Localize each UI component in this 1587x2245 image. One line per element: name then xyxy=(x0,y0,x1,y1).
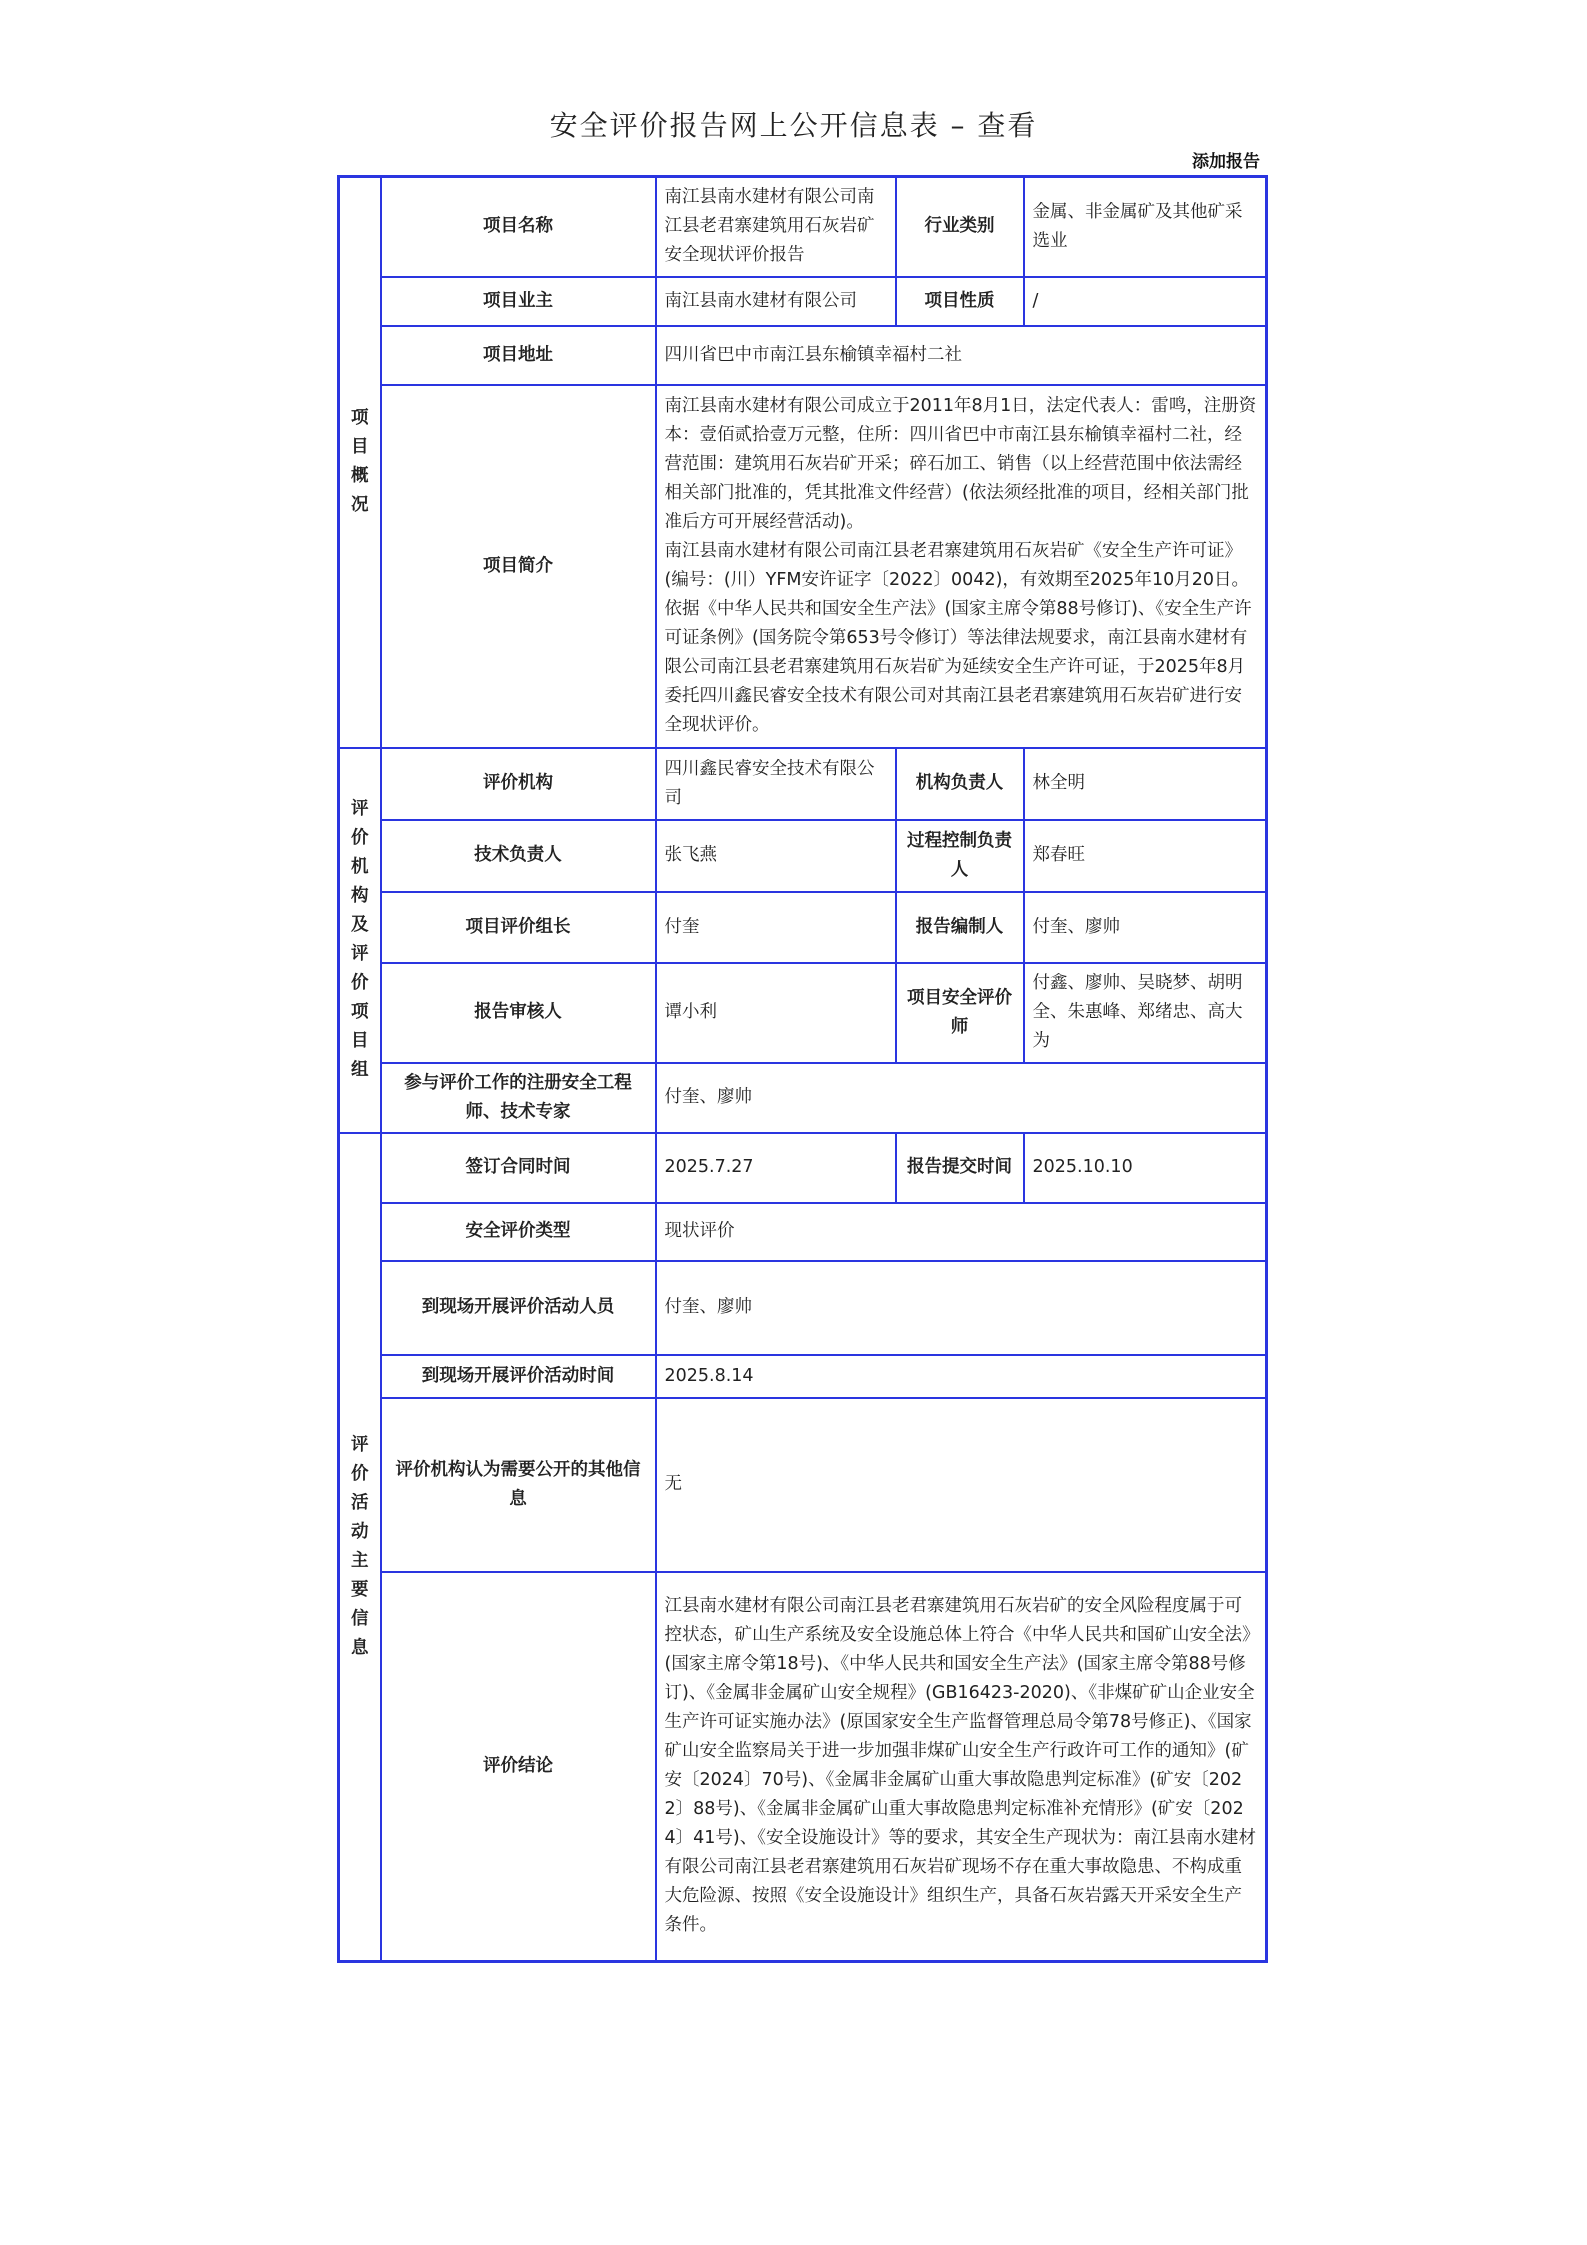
contract-label: 签订合同时间 xyxy=(381,1133,656,1203)
assessors-label: 项目安全评价师 xyxy=(896,963,1024,1063)
assessors-value: 付鑫、廖帅、吴晓梦、胡明全、朱惠峰、郑绪忠、高大为 xyxy=(1024,963,1267,1063)
owner-value: 南江县南水建材有限公司 xyxy=(656,277,896,326)
compiler-label: 报告编制人 xyxy=(896,892,1024,963)
agency-head-value: 林全明 xyxy=(1024,748,1267,820)
contract-value: 2025.7.27 xyxy=(656,1133,896,1203)
agency-value: 四川鑫民睿安全技术有限公司 xyxy=(656,748,896,820)
agency-head-label: 机构负责人 xyxy=(896,748,1024,820)
reviewer-value: 谭小利 xyxy=(656,963,896,1063)
intro-value xyxy=(656,385,1267,748)
add-report-link[interactable]: 添加报告 xyxy=(1192,152,1260,172)
address-value: 四川省巴中市南江县东榆镇幸福村二社 xyxy=(656,326,1267,385)
row-owner xyxy=(339,277,1267,326)
tech-head-label: 技术负责人 xyxy=(381,820,656,892)
team-leader-value: 付奎 xyxy=(656,892,896,963)
address-label: 项目地址 xyxy=(381,326,656,385)
intro-paragraph-2: 南江县南水建材有限公司南江县老君寨建筑用石灰岩矿《安全生产许可证》(编号：(川）YFM安许证字〔2022〕0042)，有效期至2025年10月20日。依据《中华人民共和国安全生产法》(国家主席令第88号修订)、《安全生产许可证条例》(国务院令第653号令修订）等法律法规要求，南江县南水建材有限公司南江县老君寨建筑用石灰岩矿为延续安全生产许可证，于2025年8月委托四川鑫民睿安全技术有限公司对其南江县老君寨建筑用石灰岩矿进行安全现状评价。 xyxy=(664,541,1252,735)
engineers-value: 付奎、廖帅 xyxy=(656,1063,1267,1133)
row-intro xyxy=(339,385,1267,748)
nature-value: / xyxy=(1024,277,1267,326)
agency-label: 评价机构 xyxy=(381,748,656,820)
conclusion-label: 评价结论 xyxy=(381,1572,656,1962)
site-people-label: 到现场开展评价活动人员 xyxy=(381,1261,656,1355)
site-time-label: 到现场开展评价活动时间 xyxy=(381,1355,656,1398)
row-agency xyxy=(339,748,1267,820)
nature-label: 项目性质 xyxy=(896,277,1024,326)
row-tech-head xyxy=(339,820,1267,892)
row-team-leader xyxy=(339,892,1267,963)
row-site-people xyxy=(339,1261,1267,1355)
type-label: 安全评价类型 xyxy=(381,1203,656,1261)
site-people-value: 付奎、廖帅 xyxy=(656,1261,1267,1355)
process-head-label: 过程控制负责人 xyxy=(896,820,1024,892)
row-other xyxy=(339,1398,1267,1572)
section-overview: 项目概况 xyxy=(339,177,381,748)
industry-value: 金属、非金属矿及其他矿采选业 xyxy=(1024,177,1267,277)
row-reviewer xyxy=(339,963,1267,1063)
industry-label: 行业类别 xyxy=(896,177,1024,277)
row-conclusion xyxy=(339,1572,1267,1962)
section-activity: 评价活动主要信息 xyxy=(339,1133,381,1962)
type-value: 现状评价 xyxy=(656,1203,1267,1261)
other-value: 无 xyxy=(656,1398,1267,1572)
compiler-value: 付奎、廖帅 xyxy=(1024,892,1267,963)
page-title: 安全评价报告网上公开信息表 – 查看 xyxy=(549,109,1038,142)
site-time-value: 2025.8.14 xyxy=(656,1355,1267,1398)
tech-head-value: 张飞燕 xyxy=(656,820,896,892)
submit-value: 2025.10.10 xyxy=(1024,1133,1267,1203)
row-contract xyxy=(339,1133,1267,1203)
team-leader-label: 项目评价组长 xyxy=(381,892,656,963)
project-name-label: 项目名称 xyxy=(381,177,656,277)
submit-label: 报告提交时间 xyxy=(896,1133,1024,1203)
section-org: 评价机构及评价项目组 xyxy=(339,748,381,1133)
conclusion-value: 江县南水建材有限公司南江县老君寨建筑用石灰岩矿的安全风险程度属于可控状态，矿山生产系统及安全设施总体上符合《中华人民共和国矿山安全法》(国家主席令第18号)、《中华人民共和国安全生产法》(国家主席令第88号修订)、《金属非金属矿山安全规程》(GB16423-2020)、《非煤矿矿山企业安全生产许可证实施办法》(原国家安全生产监督管理总局令第78号修正)、《国家矿山安全监察局关于进一步加强非煤矿山安全生产行政许可工作的通知》(矿安〔2024〕70号)、《金属非金属矿山重大事故隐患判定标准》(矿安〔2022〕88号)、《金属非金属矿山重大事故隐患判定标准补充情形》(矿安〔2024〕41号)、《安全设施设计》等的要求，其安全生产现状为：南江县南水建材有限公司南江县老君寨建筑用石灰岩矿现场不存在重大事故隐患、不构成重大危险源、按照《安全设施设计》组织生产，具备石灰岩露天开采安全生产条件。 xyxy=(656,1572,1267,1962)
row-project-name xyxy=(339,177,1267,277)
row-engineers xyxy=(339,1063,1267,1133)
owner-label: 项目业主 xyxy=(381,277,656,326)
info-table xyxy=(337,175,1268,1963)
intro-paragraph-1: 南江县南水建材有限公司成立于2011年8月1日，法定代表人：雷鸣，注册资本：壹佰贰拾壹万元整，住所：四川省巴中市南江县东榆镇幸福村二社，经营范围：建筑用石灰岩矿开采；碎石加工、销售（以上经营范围中依法需经相关部门批准的，凭其批准文件经营）(依法须经批准的项目，经相关部门批准后方可开展经营活动)。 xyxy=(664,396,1257,532)
process-head-value: 郑春旺 xyxy=(1024,820,1267,892)
row-address xyxy=(339,326,1267,385)
row-site-time xyxy=(339,1355,1267,1398)
project-name-value: 南江县南水建材有限公司南江县老君寨建筑用石灰岩矿安全现状评价报告 xyxy=(656,177,896,277)
intro-label: 项目简介 xyxy=(381,385,656,748)
other-label: 评价机构认为需要公开的其他信息 xyxy=(381,1398,656,1572)
reviewer-label: 报告审核人 xyxy=(381,963,656,1063)
engineers-label: 参与评价工作的注册安全工程师、技术专家 xyxy=(381,1063,656,1133)
row-type xyxy=(339,1203,1267,1261)
